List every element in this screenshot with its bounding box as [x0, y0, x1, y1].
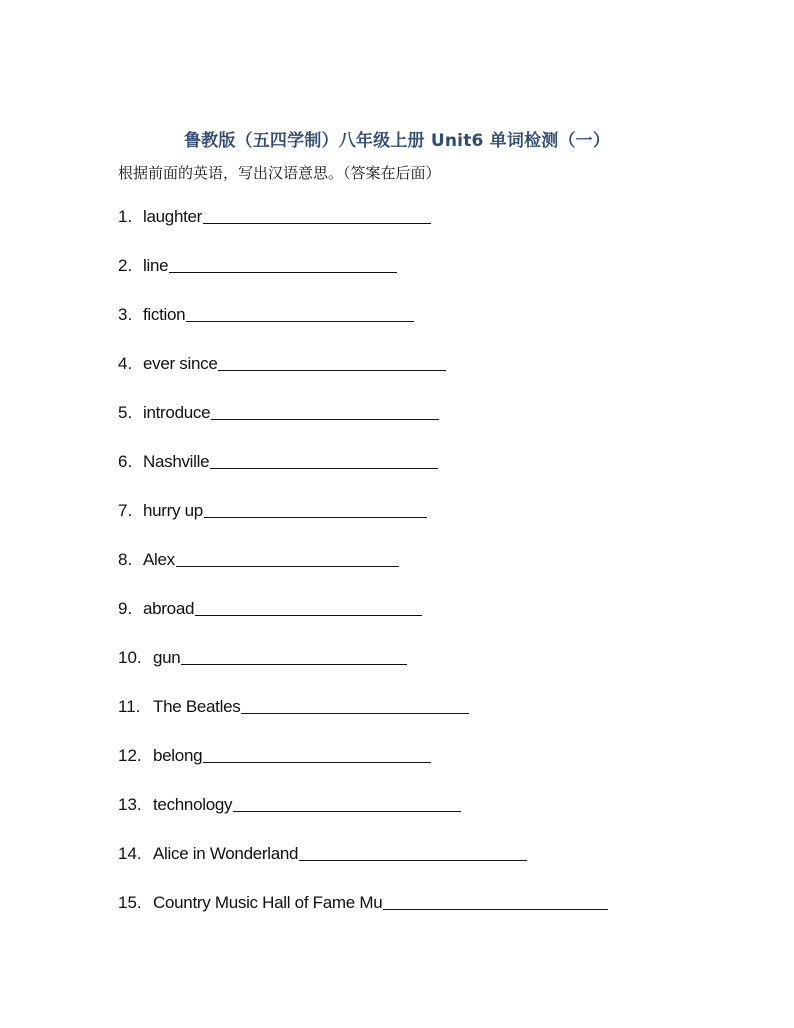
- list-item: [118, 352, 608, 401]
- item-word: Nashville: [143, 452, 210, 471]
- answer-blank[interactable]: [204, 499, 427, 518]
- instructions: 根据前面的英语，写出汉语意思。（答案在后面）: [118, 164, 441, 182]
- answer-blank[interactable]: [211, 401, 439, 420]
- vocabulary-list: [118, 205, 608, 940]
- list-item: [118, 499, 608, 548]
- answer-blank[interactable]: [195, 597, 422, 616]
- item-number: 2.: [118, 256, 133, 275]
- answer-blank[interactable]: [218, 352, 446, 371]
- item-word: ever since: [143, 354, 218, 373]
- answer-blank[interactable]: [383, 891, 608, 910]
- list-item: [118, 401, 608, 450]
- list-item: [118, 450, 608, 499]
- list-item: [118, 597, 608, 646]
- list-item: [118, 646, 608, 695]
- item-number: 14.: [118, 844, 142, 863]
- list-item: [118, 205, 608, 254]
- item-word: line: [143, 256, 169, 275]
- item-number: 1.: [118, 207, 133, 226]
- list-item: [118, 842, 608, 891]
- list-item: [118, 303, 608, 352]
- item-word: The Beatles: [153, 697, 241, 716]
- item-word: Alice in Wonderland: [153, 844, 299, 863]
- item-word: abroad: [143, 599, 195, 618]
- answer-blank[interactable]: [176, 548, 399, 567]
- item-number: 3.: [118, 305, 133, 324]
- item-word: Country Music Hall of Fame Mu: [153, 893, 383, 912]
- worksheet-title: 鲁教版（五四学制）八年级上册 Unit6 单词检测（一）: [183, 131, 611, 151]
- item-number: 5.: [118, 403, 133, 422]
- answer-blank[interactable]: [210, 450, 438, 469]
- item-word: fiction: [143, 305, 186, 324]
- item-number: 10.: [118, 648, 142, 667]
- item-number: 11.: [118, 697, 141, 716]
- item-word: technology: [153, 795, 233, 814]
- list-item: [118, 695, 608, 744]
- list-item: [118, 254, 608, 303]
- item-word: laughter: [143, 207, 203, 226]
- item-word: Alex: [143, 550, 175, 569]
- answer-blank[interactable]: [186, 303, 414, 322]
- item-number: 15.: [118, 893, 142, 912]
- answer-blank[interactable]: [181, 646, 407, 665]
- list-item: [118, 548, 608, 597]
- answer-blank[interactable]: [169, 254, 397, 273]
- item-word: hurry up: [143, 501, 203, 520]
- item-number: 13.: [118, 795, 142, 814]
- answer-blank[interactable]: [299, 842, 527, 861]
- list-item: [118, 744, 608, 793]
- answer-blank[interactable]: [203, 205, 431, 224]
- list-item: [118, 891, 608, 940]
- answer-blank[interactable]: [203, 744, 431, 763]
- item-word: introduce: [143, 403, 211, 422]
- item-word: gun: [153, 648, 181, 667]
- item-number: 8.: [118, 550, 133, 569]
- answer-blank[interactable]: [241, 695, 469, 714]
- item-number: 9.: [118, 599, 133, 618]
- item-word: belong: [153, 746, 203, 765]
- item-number: 6.: [118, 452, 133, 471]
- list-item: [118, 793, 608, 842]
- item-number: 7.: [118, 501, 133, 520]
- answer-blank[interactable]: [233, 793, 461, 812]
- item-number: 4.: [118, 354, 133, 373]
- item-number: 12.: [118, 746, 142, 765]
